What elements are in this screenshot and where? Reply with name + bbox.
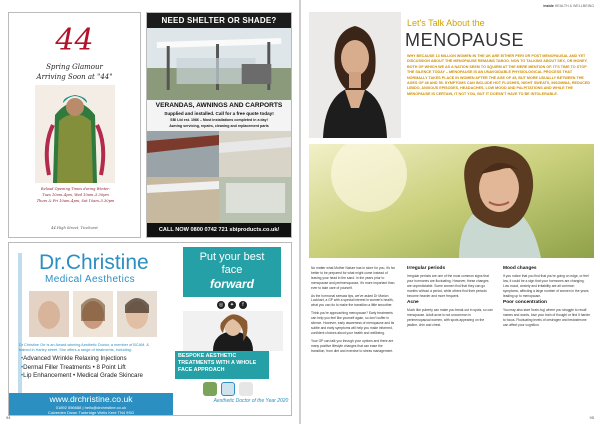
- article-paragraph: As the hormonal seesaw tips, we've asked Dr Marion Lockhart, a GP with a special interest in women's health, what you can do to make the transition a little smoother.: [311, 293, 394, 308]
- ad-44-number: 44: [55, 23, 94, 58]
- page-number-left: 94: [6, 415, 11, 420]
- christine-right-panel: [173, 243, 292, 415]
- treatment-item: • Advanced Wrinkle Relaxing Injections: [21, 355, 161, 364]
- treatment-list: [21, 355, 161, 381]
- christine-address: Culverden Down Tunbridge Wells Kent TN4 9SG: [47, 410, 135, 415]
- subheading-irregular-periods: Irregular periods: [407, 266, 446, 271]
- woman-portrait-photo: [309, 12, 401, 138]
- shelter-line1: VERANDAS, AWNINGS AND CARPORTS: [155, 102, 283, 109]
- ad-dr-christine[interactable]: [8, 242, 292, 416]
- shelter-call-bar[interactable]: CALL NOW 0800 0742 721 sbiproducts.co.uk/: [147, 223, 291, 237]
- shelter-line3: SBI Ltd est. 1986 – Most installations completed in a day!: [170, 118, 268, 122]
- awning-photos: [147, 131, 291, 223]
- article-paragraph: You may also start 'brain-fog' where you struggle to recall names and words, lose your train of thought or find it harder to focus. Fluctuating levels of oestrogen and testosterone can affect your cognition.: [503, 308, 591, 328]
- christine-contact-bar: [9, 393, 173, 415]
- ad-44-promo-2: Tues 10am–4pm, Wed 10am–5.30pm: [42, 193, 109, 197]
- article-column-2: [407, 266, 493, 331]
- christine-website-link[interactable]: www.drchristine.co.uk: [49, 394, 133, 404]
- ad-44-line1: Spring Glamour: [46, 63, 103, 71]
- treatment-item: • Lip Enhancement • Medical Grade Skincare: [21, 372, 161, 381]
- woman-in-field-photo: [309, 144, 594, 258]
- article-paragraph: Your GP can talk you through your options and there are many positive lifestyle changes that can ease the transition, from diet and exercise to stress management.: [311, 338, 394, 353]
- model-photo: [35, 85, 115, 183]
- article-column-3: [503, 266, 591, 331]
- subheading-poor-concentration: Poor concentration: [503, 300, 547, 306]
- article-paragraph: Irregular periods are one of the most common signs that your hormones are fluctuating. However, these changes are unpredictable. Some women find that they can go months without a period, while others find their periods become heavier and more frequent.: [407, 273, 489, 298]
- article-column-1: [311, 266, 397, 357]
- article-kicker: Let's Talk About the: [407, 18, 485, 28]
- doctor-portrait: [183, 311, 283, 351]
- christine-brand: Dr.Christine: [39, 251, 149, 274]
- article-title: MENOPAUSE: [405, 30, 525, 50]
- put-line1: Put your best: [199, 251, 265, 263]
- ad-44-promo-3: Thurs & Fri 10am–4pm, Sat 10am–5.30pm: [36, 199, 115, 203]
- shelter-headline: NEED SHELTER OR SHADE?: [147, 13, 291, 28]
- article-paragraph: Think you're approaching menopause? Early treatments can help you feel like yourself again, so don't suffer in silence. However, early awareness of menopause and its subtle and early symptoms will help you make informed, confident choices about your health and wellbeing.: [311, 311, 395, 335]
- facebook-icon[interactable]: f: [239, 301, 247, 309]
- put-your-best-face-box: [183, 247, 281, 297]
- veranda-photo: [147, 28, 291, 100]
- left-page: [0, 0, 299, 424]
- social-icons: [217, 301, 247, 309]
- bcam-badge-icon: [239, 382, 253, 396]
- christine-phone[interactable]: 01892 556688 | hello@drchristine.co.uk: [55, 405, 127, 410]
- right-page: [301, 0, 600, 424]
- twitter-icon[interactable]: ✦: [229, 302, 235, 308]
- subheading-mood-changes: Mood changes: [503, 266, 537, 271]
- shelter-line2: Supplied and installed. Call for a free quote today!: [164, 111, 274, 116]
- section-subname: HEALTH & WELLBEING: [554, 4, 594, 8]
- article-lead: WHY BECAUSE 13 MILLION WOMEN IN THE UK ARE EITHER PERI OR POST MENOPAUSAL AND YET DISCUSSION ABOUT THE MENOPAUSE REMAINS TABOO. NON TO TALKING ABOUT SEX, OR MONEY, BOTH OF WHICH WE AS A NATION SEEM TO SQUIRM AT THE MERE MENTION OF. IT'S TIME TO STOP THE SILENCE TODAY – MENOPAUSE IS AN UNAVOIDABLE PHYSIOLOGICAL PROCESS THAT NORMALLY TAKES PLACE IN WOMEN AFTER THE AGE OF 45, BUT MORE USUALLY BETWEEN THE AGES OF 48 AND 55. SYMPTOMS CAN INCLUDE HOT FLUSHES, NIGHT SWEATS, INSOMNIA, REDUCED LIBIDO, ANXIOUS EPISODES, HEADACHES, LOW MOOD AND PALPITATIONS AND WHILE THE MENOPAUSE IS CERTAIN, IT NOT YOU, BUT IT DOESN'T HAVE TO BE INTOLERABLE.: [407, 54, 591, 96]
- shelter-line4: Awning servicing, repairs, cleaning and replacement parts: [169, 124, 269, 128]
- section-header: [543, 4, 594, 8]
- ad-44-line2: Arriving Soon at "44": [36, 73, 113, 81]
- put-line2: face: [221, 264, 243, 276]
- subheading-acne: Acne: [407, 300, 419, 306]
- award-badge-icon: [203, 382, 217, 396]
- put-line3: forward: [209, 277, 254, 291]
- instagram-icon[interactable]: ◎: [218, 302, 224, 308]
- award-logos: [203, 382, 263, 396]
- ad-44-address: 44 High Street, Ticehurst: [51, 226, 98, 230]
- section-name: inside: [543, 4, 554, 8]
- christine-brand-sub: Medical Aesthetics: [45, 274, 136, 285]
- christine-intro: Dr Christine Orr is an Award-winning Aesthetic Doctor, a member of BCAM. & trained in Harley street. She offers a range of treatments, including:: [19, 343, 149, 352]
- article-paragraph: Much like puberty can make you break out in spots, so can menopause. Adult acne is not uncommon in perimenopausal women, with spots appearing on the jawline, chin and chest.: [407, 308, 493, 328]
- christine-model-photos: [29, 291, 157, 337]
- bespoke-banner: BESPOKE AESTHETIC TREATMENTS WITH A WHOLE FACE APPROACH: [175, 351, 269, 379]
- treatment-item: • Dermal Filler Treatments • 8 Point Lift: [21, 364, 161, 373]
- page-number-right: 95: [589, 415, 594, 420]
- award-caption: Aesthetic Doctor of the Year 2020: [213, 398, 289, 404]
- ad-shelter[interactable]: [146, 12, 292, 238]
- ad-44-boutique[interactable]: [8, 12, 141, 238]
- article-paragraph: If you notice that you find that you're going on edge, or feel low, it could be a sign that your hormones are changing. Low mood, anxiety and irritability are all common symptoms, affecting a large number of women in the years leading up to menopause.: [503, 273, 589, 298]
- article-paragraph: No matter what Mother Nature has in store for you, it's far better to be prepared for what might come instead of leaving your head in the sand. In the years prior to menopause and perimenopause, it's more important than ever to take care of yourself.: [311, 266, 395, 290]
- ad-44-promo-1: Reload Opening Times during Winter:: [40, 187, 111, 191]
- safe-face-badge-icon: [221, 382, 235, 396]
